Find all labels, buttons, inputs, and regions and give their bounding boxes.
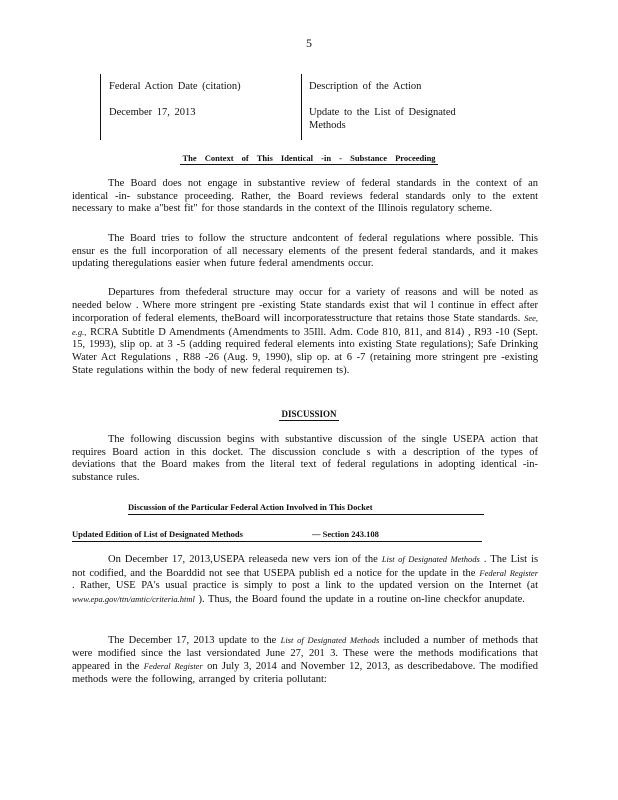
table-header-date: Federal Action Date (citation) bbox=[109, 81, 241, 92]
table-cell-description: Update to the List of Designated Methods bbox=[309, 107, 456, 131]
table-column-divider bbox=[301, 74, 302, 140]
discussion-heading bbox=[0, 409, 618, 421]
list-of-designated-methods-title: List of Designated Methods bbox=[381, 554, 480, 564]
paragraph-update-release bbox=[72, 553, 538, 606]
paragraph-departures-text-a: Departures from thefederal structure may occur for a variety of reasons and will be noted as needed below . Where more stringent pre -existing State standards exist that wil l continue in effect after incorporation of federal elements, theBoard will incorporatesstructure that retains those State standards. bbox=[72, 287, 538, 325]
paragraph-modified-methods-b: included a number of methods that were modified since the last versiondated June 27, 201 3. These were the methods modifications that appeared in the bbox=[72, 635, 539, 673]
context-heading-text: The Context of This Identical -in - Substance Proceeding bbox=[182, 153, 436, 163]
epa-url: www.epa.gov/ttn/amtic/criteria.html bbox=[72, 593, 195, 604]
context-heading bbox=[0, 153, 618, 165]
paragraph-update-release-c: . Rather, USE PA's usual practice is simply to post a link to the updated version on the Internet (at bbox=[72, 580, 538, 592]
updated-edition-subheading-right: — Section 243.108 bbox=[312, 529, 379, 539]
discussion-heading-text: DISCUSSION bbox=[281, 409, 337, 419]
paragraph-update-release-d: ). Thus, the Board found the update in a routine on-line checkfor anupdate. bbox=[198, 593, 525, 605]
paragraph-modified-methods bbox=[72, 634, 538, 686]
paragraph-structure bbox=[72, 233, 538, 271]
see-eg-citation-signal: See, e.g., bbox=[72, 313, 539, 337]
federal-register-title: Federal Register bbox=[479, 567, 539, 578]
federal-action-table bbox=[100, 74, 514, 140]
list-of-designated-methods-title-2: List of Designated Methods bbox=[280, 635, 380, 645]
paragraph-discussion-intro-text: The following discussion begins with substantive discussion of the single USEPA action that requires Board action in this docket. The discussion conclude s with a description of the types of deviations that the Board makes from the literal text of federal regulations in adopting identical -in- substance rules. bbox=[72, 434, 538, 483]
particular-action-heading-text: Discussion of the Particular Federal Action Involved in This Docket bbox=[128, 502, 373, 512]
table-cell-date: December 17, 2013 bbox=[109, 107, 196, 118]
paragraph-modified-methods-c: on July 3, 2014 and November 12, 2013, as describedabove. The modified methods were the following, arranged by criteria pollutant: bbox=[72, 661, 539, 685]
updated-edition-subheading-left: Updated Edition of List of Designated Methods bbox=[72, 529, 243, 539]
paragraph-best-fit-text: The Board does not engage in substantive review of federal standards in the context of an identical -in- substance proceeding. Rather, the Board reviews federal standards only to the extent necessary to make a"best fit" for those standards in the context of the Illinois regulatory scheme. bbox=[72, 178, 538, 215]
paragraph-best-fit bbox=[72, 178, 538, 216]
paragraph-modified-methods-a: The December 17, 2013 update to the bbox=[108, 635, 277, 646]
paragraph-discussion-intro bbox=[72, 434, 538, 484]
table-header-description: Description of the Action bbox=[309, 81, 422, 92]
paragraph-structure-text: The Board tries to follow the structure andcontent of federal regulations where possible. This ensur es the full incorporation of all necessary elements of the present federal standards, and it makes updating theregulations easier when future federal amendments occur. bbox=[72, 233, 538, 270]
table-left-border bbox=[100, 74, 101, 140]
updated-edition-subheading bbox=[72, 527, 482, 542]
federal-register-title-2: Federal Register bbox=[143, 661, 203, 672]
paragraph-departures-text-b: RCRA Subtitle D Amendments (Amendments to 35Ill. Adm. Code 810, 811, and 814) , R93 -10 (Sept. 15, 1993), slip op. at 3 -5 (adding required federal elements into existing State regulations); Safe Drinking Water Act Regulations , R88 -26 (Aug. 9, 1990), slip op. at 6 -7 (retaining more stringent pre -existing State regulations within the body of new federal requiremen ts). bbox=[72, 326, 538, 376]
paragraph-update-release-a: On December 17, 2013,USEPA releaseda new vers ion of the bbox=[108, 554, 378, 565]
particular-action-heading-bar bbox=[128, 500, 484, 515]
paragraph-update-release-b: . The List is not codified, and the Boarddid not see that USEPA publish ed a notice for the update in the bbox=[72, 554, 539, 579]
paragraph-departures bbox=[72, 287, 538, 377]
page-number: 5 bbox=[306, 36, 312, 50]
